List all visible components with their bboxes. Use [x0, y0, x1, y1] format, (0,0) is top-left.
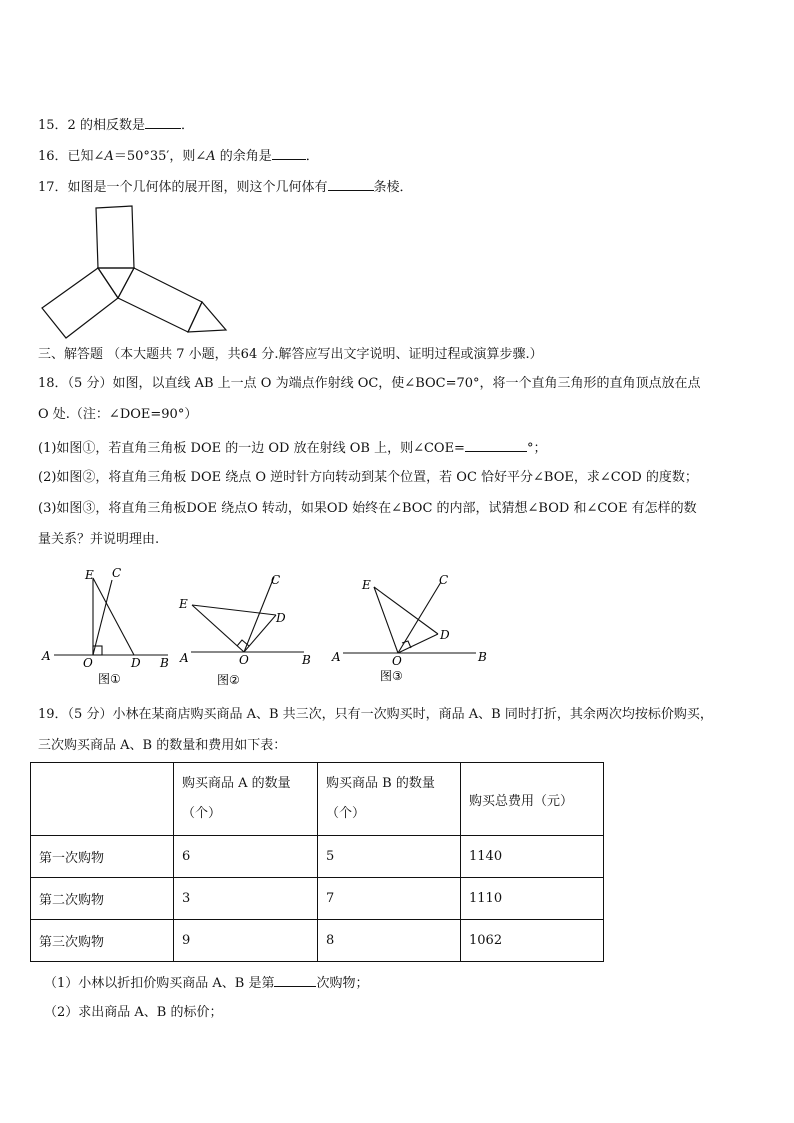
- fig2-label-b: B: [302, 653, 311, 667]
- table-row: [31, 878, 604, 920]
- fig3-label-a: A: [332, 650, 341, 664]
- table-header-cell: [31, 763, 174, 836]
- table-cell: 1110: [461, 878, 604, 920]
- question-17: [38, 176, 413, 198]
- table-cell: 1062: [461, 920, 604, 962]
- table-cell: 3: [174, 878, 318, 920]
- fig3-label-d: D: [440, 628, 450, 642]
- q19-sub1-pre: （1）小林以折扣价购买商品 A、B 是第: [44, 976, 275, 991]
- table-cell: 第三次购物: [31, 920, 174, 962]
- fig2-label-o: O: [239, 653, 249, 667]
- header-line: 购买商品 B 的数量: [326, 776, 435, 791]
- q18-part3-line1: (3)如图③，将直角三角板DOE 绕点O 转动，如果OD 始终在∠BOC 的内部，试猜想∠BOD 和∠COE 有怎样的数: [38, 501, 697, 516]
- fig1-caption: 图①: [98, 672, 121, 686]
- table-cell: 第二次购物: [31, 878, 174, 920]
- q17-text: 17．如图是一个几何体的展开图，则这个几何体有: [38, 180, 328, 195]
- fig3-label-c: C: [439, 573, 449, 587]
- fig1-label-d: D: [131, 656, 141, 670]
- q16-mid: ＝50°35′，则∠: [113, 149, 207, 164]
- table-header-row: [31, 763, 604, 836]
- q18-part3-line2: 量关系？并说明理由.: [38, 532, 160, 547]
- header-line: 购买商品 A 的数量: [182, 776, 291, 791]
- fig1-label-a: A: [42, 649, 51, 663]
- answer-blank: [274, 972, 316, 987]
- fig2-label-a: A: [180, 651, 189, 665]
- fig2-caption: 图②: [217, 673, 240, 687]
- solid-net-figure: [36, 200, 236, 345]
- answer-blank: [272, 145, 306, 160]
- q16-pre: 16．已知∠: [38, 149, 105, 164]
- answer-blank: [328, 176, 374, 191]
- answer-blank: [465, 437, 527, 452]
- fig3-label-e: E: [362, 578, 371, 592]
- q18-line2: O 处.（注：∠DOE=90°）: [38, 407, 198, 422]
- q19-sub2: （2）求出商品 A、B 的标价；: [44, 1005, 223, 1020]
- q18-part1-post: °；: [526, 441, 547, 456]
- q16-var: A: [104, 149, 114, 164]
- q19-sub1: [44, 972, 369, 994]
- q18-line1: 18．（5 分）如图，以直线 AB 上一点 O 为端点作射线 OC，使∠BOC=70°，将一个直角三角形的直角顶点放在点: [38, 376, 701, 391]
- q16-end: ．: [305, 149, 319, 164]
- q18-part1-pre: (1)如图①，若直角三角板 DOE 的一边 OD 放在射线 OB 上，则∠COE=: [38, 441, 465, 456]
- table-cell: 5: [318, 836, 461, 878]
- table-cell: 9: [174, 920, 318, 962]
- fig1-label-c: C: [112, 566, 122, 580]
- table-row: [31, 920, 604, 962]
- q19-line2: 三次购买商品 A、B 的数量和费用如下表：: [38, 738, 287, 753]
- table-row: [31, 836, 604, 878]
- fig1-label-e: E: [85, 568, 94, 582]
- table-header-cell: [461, 763, 604, 836]
- q19-sub1-post: 次购物；: [316, 976, 369, 991]
- fig3-label-b: B: [478, 650, 487, 664]
- table-header-cell: [174, 763, 318, 836]
- fig2-label-d: D: [276, 611, 286, 625]
- table-cell: 7: [318, 878, 461, 920]
- q15-text: 15．2 的相反数是: [38, 118, 145, 133]
- fig1-label-o: O: [83, 656, 93, 670]
- table-cell: 1140: [461, 836, 604, 878]
- header-line: 购买总费用（元）: [469, 793, 574, 809]
- table-header-cell: [318, 763, 461, 836]
- table-cell: 6: [174, 836, 318, 878]
- answer-blank: [145, 114, 181, 129]
- q17-end: 条棱．: [373, 180, 413, 195]
- q16-post: 的余角是: [215, 149, 272, 164]
- q18-part1: [38, 437, 546, 459]
- question-15: [38, 114, 194, 136]
- q16-var2: A: [206, 149, 216, 164]
- q19-line1: 19．（5 分）小林在某商店购买商品 A、B 共三次，只有一次购买时，商品 A、B 同时打折，其余两次均按标价购买，: [38, 707, 713, 722]
- header-line: （个）: [182, 806, 222, 821]
- table-cell: 第一次购物: [31, 836, 174, 878]
- q18-figures: [36, 562, 506, 690]
- fig1-label-b: B: [160, 656, 169, 670]
- q15-end: ．: [180, 118, 194, 133]
- section-3-heading: 三、解答题 （本大题共 7 小题，共64 分.解答应写出文字说明、证明过程或演算步骤.）: [38, 347, 543, 362]
- purchase-table: [30, 762, 604, 962]
- question-16: [38, 145, 319, 167]
- fig2-label-c: C: [271, 573, 281, 587]
- fig3-label-o: O: [392, 654, 402, 668]
- header-line: （个）: [326, 806, 366, 821]
- fig3-caption: 图③: [380, 669, 403, 683]
- fig2-label-e: E: [179, 597, 188, 611]
- table-cell: 8: [318, 920, 461, 962]
- q18-part2: (2)如图②，将直角三角板 DOE 绕点 O 逆时针方向转动到某个位置，若 OC 恰好平分∠BOE，求∠COD 的度数；: [38, 470, 698, 485]
